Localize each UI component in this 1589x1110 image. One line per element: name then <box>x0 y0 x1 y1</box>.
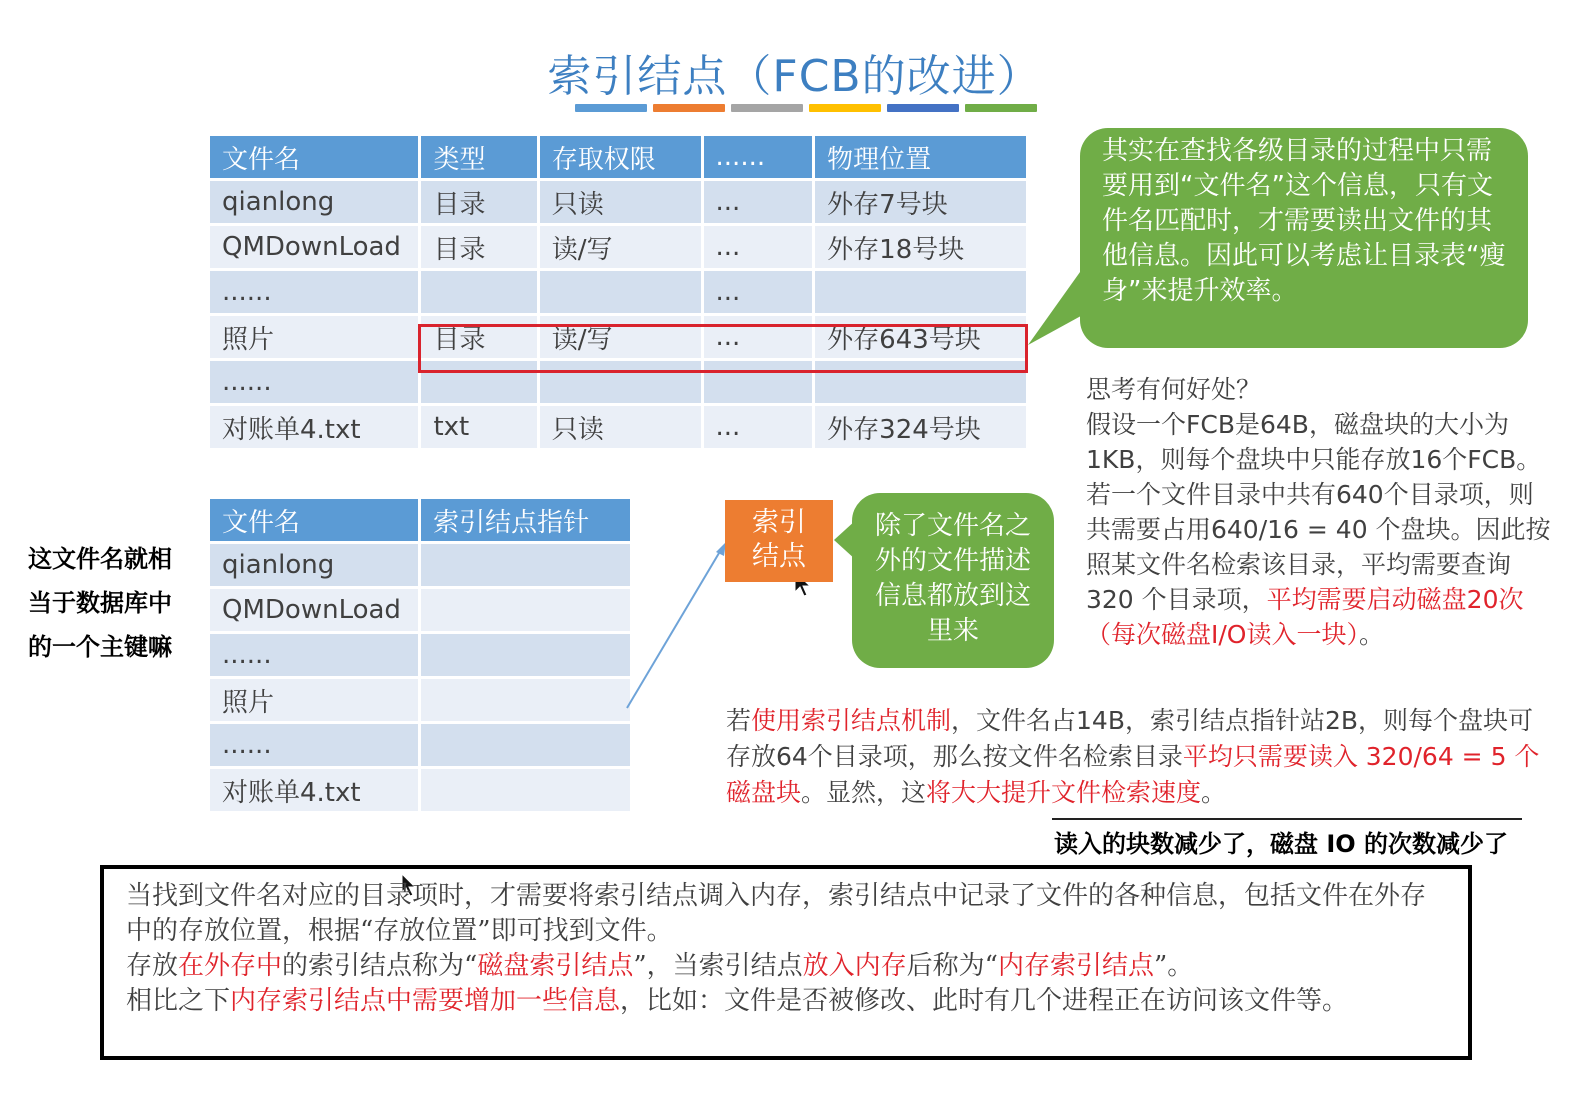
table-cell: ...... <box>209 723 420 768</box>
reasoning-text <box>1086 372 1556 652</box>
text-highlight: 放入内存 <box>802 951 907 981</box>
table-cell: 对账单4.txt <box>209 768 420 813</box>
text-part: ，文件名占14B，索引结点指针站2B，则每个盘块可存放64个目录项，那么按文件名检索目录 <box>726 706 1534 771</box>
table-cell: txt <box>420 405 538 450</box>
text-part: 后称为“ <box>906 951 998 981</box>
note-line-2 <box>126 949 1446 984</box>
note-line-1: 当找到文件名对应的目录项时，才需要将索引结点调入内存，索引结点中记录了文件的各种信息，包括文件在外存中的存放位置，根据“存放位置”即可找到文件。 <box>126 881 1427 946</box>
table-cell: 对账单4.txt <box>209 405 420 450</box>
text-part: 若 <box>726 706 752 735</box>
callout-index-node: 除了文件名之外的文件描述信息都放到这里来 <box>852 493 1054 668</box>
text-part: 。 <box>1201 778 1227 807</box>
table-cell: qianlong <box>209 543 420 588</box>
table-cell: 只读 <box>538 405 702 450</box>
text-part: 。显然，这 <box>801 778 927 807</box>
reasoning-highlight: 平均需要启动磁盘20次（每次磁盘I/O读入一块） <box>1086 585 1524 649</box>
table-cell: 只读 <box>538 180 702 225</box>
underline-rule <box>1052 818 1522 820</box>
index-node-box <box>725 500 833 582</box>
table-cell: 读/写 <box>538 225 702 270</box>
table-cell: ...... <box>209 360 420 405</box>
reasoning-body: 假设一个FCB是64B，磁盘块的大小为1KB，则每个盘块中只能存放16个FCB。若一个文件目录中共有640个目录项，则共需要占用640/16 = 40 个盘块。因此按照某文件名检索该目录，平均需要查询320 个目录项， <box>1086 410 1551 614</box>
table-cell: 照片 <box>209 315 420 360</box>
column-header: 类型 <box>420 135 538 180</box>
column-header: 文件名 <box>209 498 420 543</box>
column-header: ...... <box>702 135 814 180</box>
table-cell: ... <box>702 270 814 315</box>
text-highlight: 使用索引结点机制 <box>751 706 952 735</box>
column-header: 物理位置 <box>814 135 1028 180</box>
question-line: 思考有何好处？ <box>1086 375 1262 404</box>
note-line-3 <box>126 984 1446 1019</box>
table-cell: 目录 <box>420 180 538 225</box>
column-header: 存取权限 <box>538 135 702 180</box>
reasoning-end: 。 <box>1358 620 1384 649</box>
memory-index-node-note <box>100 865 1472 1060</box>
callout-directory-slim: 其实在查找各级目录的过程中只需要用到“文件名”这个信息，只有文件名匹配时，才需要读出文件的其他信息。因此可以考虑让目录表“瘦身”来提升效率。 <box>1080 128 1528 348</box>
slide-title: 索引结点（FCB的改进） <box>547 51 1042 102</box>
index-node-label-2: 结点 <box>752 541 806 572</box>
text-part: ，比如：文件是否被修改、此时有几个进程正在访问该文件等。 <box>620 986 1349 1016</box>
table-cell: 读/写 <box>538 315 702 360</box>
table-cell: QMDownLoad <box>209 225 420 270</box>
column-header: 文件名 <box>209 135 420 180</box>
table-cell: ...... <box>209 270 420 315</box>
pointer-arrow-line <box>627 548 722 708</box>
conclusion-note: 读入的块数减少了，磁盘 IO 的次数减少了 <box>1054 830 1509 858</box>
text-highlight: 在外存中 <box>178 951 283 981</box>
table-cell: 照片 <box>209 678 420 723</box>
text-highlight: 将大大提升文件检索速度 <box>926 778 1202 807</box>
table-cell: qianlong <box>209 180 420 225</box>
text-part: ”。 <box>1153 951 1194 981</box>
table-cell: 目录 <box>420 315 538 360</box>
table-cell: ... <box>702 315 814 360</box>
table-cell: QMDownLoad <box>209 588 420 633</box>
text-part: 存放 <box>126 951 179 981</box>
table-cell: ... <box>702 405 814 450</box>
table-cell: 目录 <box>420 225 538 270</box>
text-part: 的索引结点称为“ <box>282 951 478 981</box>
table-cell: 外存18号块 <box>814 225 1028 270</box>
table-cell: ...... <box>209 633 420 678</box>
text-highlight: 平均只需要读入 320/64 = 5 个磁盘块 <box>726 742 1540 807</box>
table-cell: ... <box>702 180 814 225</box>
text-part: ”，当索引结点 <box>633 951 803 981</box>
table-cell: 外存643号块 <box>814 315 1028 360</box>
text-part: 相比之下 <box>126 986 231 1016</box>
column-header: 索引结点指针 <box>420 498 632 543</box>
index-node-benefit-text <box>726 703 1546 811</box>
index-node-label-1: 索引 <box>752 507 806 538</box>
table-cell: ... <box>702 225 814 270</box>
table-cell: 外存324号块 <box>814 405 1028 450</box>
table-cell: 外存7号块 <box>814 180 1028 225</box>
annotation-primary-key: 这文件名就相当于数据库中的一个主键嘛 <box>28 545 172 661</box>
text-highlight: 内存索引结点 <box>997 951 1154 981</box>
text-highlight: 磁盘索引结点 <box>477 951 634 981</box>
text-highlight: 内存索引结点中需要增加一些信息 <box>230 986 621 1016</box>
